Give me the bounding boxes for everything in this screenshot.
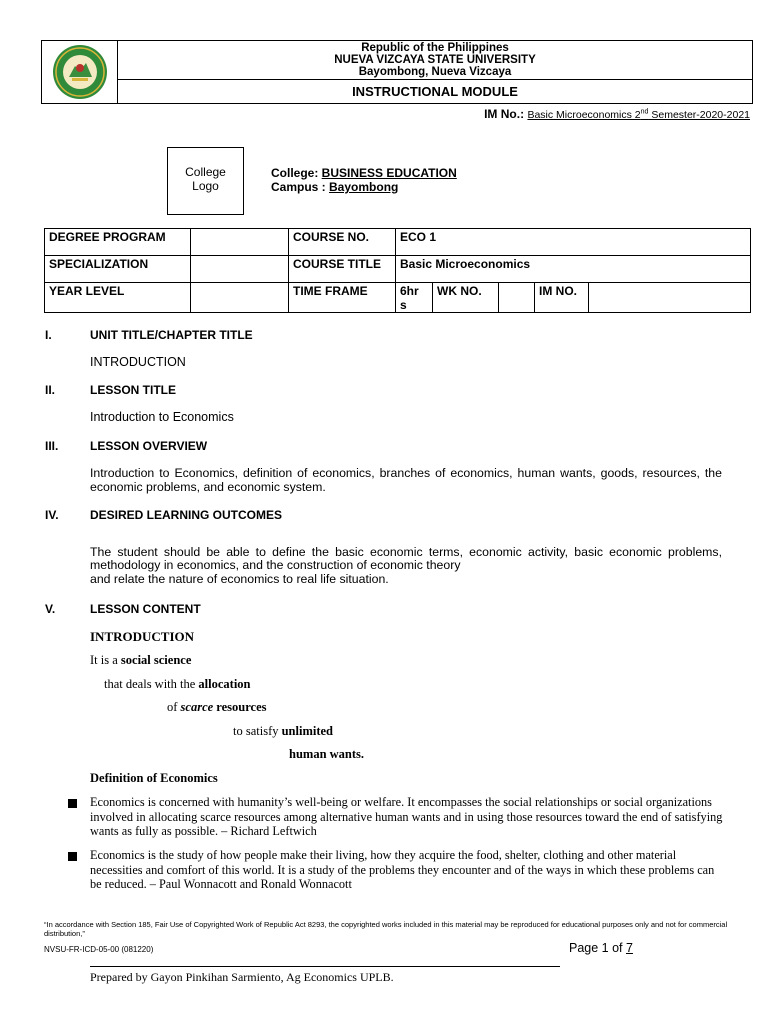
module-title: INSTRUCTIONAL MODULE [352, 84, 518, 99]
college-line: College: BUSINESS EDUCATION [271, 166, 457, 180]
course-info-table [44, 228, 751, 313]
section-1-title: UNIT TITLE/CHAPTER TITLE [90, 328, 253, 342]
copyright-footnote: “In accordance with Section 185, Fair Use of Copyrighted Work of Republic Act 8293, the copyrighted works included in this material may be reproduced for educational purposes only and not for commercial distribution,” [44, 920, 728, 938]
definition-line-1: It is a social science [90, 653, 192, 667]
degree-value [191, 229, 289, 256]
definition-item-2: Economics is the study of how people make their living, how they acquire the food, shelter, clothing and other material necessities and comfort of this world. It is a study of the problems they encounter and of the ways in which these problems can be reduced. – Paul Wonnacott and Ronald Wonnacott [90, 848, 715, 891]
definition-line-2: that deals with the allocation [104, 677, 251, 691]
section-4-title: DESIRED LEARNING OUTCOMES [90, 508, 283, 522]
campus-line: Campus : Bayombong [271, 180, 399, 194]
document-code: NVSU-FR-ICD-05-00 (081220) [44, 945, 154, 954]
section-2-title: LESSON TITLE [90, 383, 177, 397]
section-3-title: LESSON OVERVIEW [90, 439, 208, 453]
im-no-value [589, 283, 751, 313]
footer-divider [90, 966, 560, 967]
im-no-label: IM NO. [535, 283, 589, 313]
section-1-content: INTRODUCTION [90, 355, 186, 369]
header-line2: NUEVA VIZCAYA STATE UNIVERSITY [334, 54, 536, 66]
page-number: Page 1 of 7 [569, 941, 633, 955]
im-number [484, 107, 750, 121]
year-level-value [191, 283, 289, 313]
course-title-label: COURSE TITLE [289, 256, 396, 283]
section-3-number: III. [45, 439, 59, 453]
table-row [45, 256, 751, 283]
header-line1: Republic of the Philippines [361, 42, 509, 54]
section-4-content: The student should be able to define the basic economic terms, economic activity, basic economic problems, methodology in economics, and the construction of economic theory and relate the nature of economics to real life situation. [90, 545, 722, 586]
college-logo-placeholder: College Logo [167, 147, 244, 215]
college-info [271, 166, 457, 194]
bullet-square-icon [68, 799, 77, 808]
campus-value: Bayombong [329, 180, 399, 194]
university-seal-cell [42, 41, 118, 103]
table-row [45, 229, 751, 256]
prepared-by: Prepared by Gayon Pinkihan Sarmiento, Ag Economics UPLB. [90, 970, 394, 984]
course-no-label: COURSE NO. [289, 229, 396, 256]
college-value: BUSINESS EDUCATION [321, 166, 457, 180]
course-no-value: ECO 1 [396, 229, 751, 256]
im-number-value: Basic Microeconomics 2nd Semester-2020-2021 [527, 108, 750, 121]
section-1-number: I. [45, 328, 52, 342]
definition-heading: Definition of Economics [90, 771, 218, 785]
document-header [41, 40, 753, 104]
section-4-number: IV. [45, 508, 59, 522]
university-seal-icon [42, 41, 118, 103]
year-level-label: YEAR LEVEL [45, 283, 191, 313]
header-line3: Bayombong, Nueva Vizcaya [358, 66, 512, 78]
section-3-content: Introduction to Economics, definition of economics, branches of economics, human wants, goods, resources, the economic problems, and economic system. [90, 466, 722, 494]
bullet-square-icon [68, 852, 77, 861]
section-5-title: LESSON CONTENT [90, 602, 201, 616]
wk-no-label: WK NO. [433, 283, 499, 313]
definition-item-1: Economics is concerned with humanity’s well-being or welfare. It encompasses the social relationships or social organizations involved in allocating scarce resources among alternative human wants and in using those resources toward the end of satisfying wants as fully as possible. – Richard Leftwich [90, 795, 723, 838]
im-number-label: IM No.: [484, 107, 525, 121]
degree-label: DEGREE PROGRAM [45, 229, 191, 256]
course-title-value: Basic Microeconomics [396, 256, 751, 283]
time-frame-value: 6hr s [396, 283, 433, 313]
specialization-value [191, 256, 289, 283]
time-frame-label: TIME FRAME [289, 283, 396, 313]
definition-line-4: to satisfy unlimited [233, 724, 334, 738]
definition-line-5: human wants. [289, 747, 365, 761]
specialization-label: SPECIALIZATION [45, 256, 191, 283]
section-2-number: II. [45, 383, 56, 397]
header-institution [118, 41, 752, 80]
definition-line-3: of scarce resources [167, 700, 267, 714]
table-row [45, 283, 751, 313]
section-5-number: V. [45, 602, 56, 616]
wk-no-value [499, 283, 535, 313]
section-2-content: Introduction to Economics [90, 410, 234, 424]
intro-heading: INTRODUCTION [90, 629, 195, 644]
